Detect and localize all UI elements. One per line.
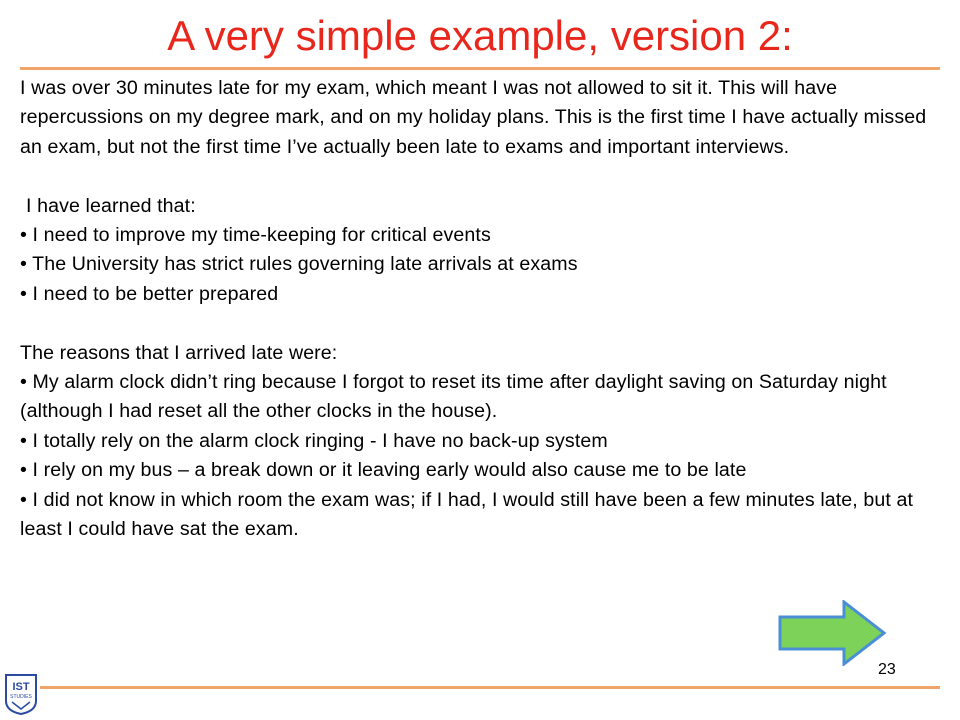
reason-item: • I totally rely on the alarm clock ringing - I have no back-up system [20,427,935,456]
intro-paragraph: I was over 30 minutes late for my exam, which meant I was not allowed to sit it. This will have repercussions on my degree mark, and on my holiday plans. This is the first time I have actually missed an exam, but not the first time I’ve actually been late to exams and important interviews. [20,77,927,158]
reason-item: • I did not know in which room the exam was; if I had, I would still have been a few minutes late, but at least I could have sat the exam. [20,486,935,545]
learned-heading: I have learned that: [26,194,196,217]
reasons-list [20,368,935,544]
learned-item: • I need to improve my time-keeping for critical events [20,221,935,250]
slide-body [20,74,935,544]
spacer [20,162,935,191]
logo-subtext: STUDIES [10,694,32,700]
slide-title: A very simple example, version 2: [167,12,793,59]
spacer [20,309,935,338]
reason-item: • I rely on my bus – a break down or it leaving early would also cause me to be late [20,456,935,485]
page-number: 23 [878,661,896,678]
learned-list [20,221,935,309]
learned-item: • I need to be better prepared [20,280,935,309]
ist-studies-logo [4,673,38,715]
title-divider [20,67,940,70]
reason-item: • My alarm clock didn’t ring because I forgot to reset its time after daylight saving on Saturday night (although I had reset all the other clocks in the house). [20,368,935,427]
logo-text: IST [12,681,30,693]
reasons-heading: The reasons that I arrived late were: [20,341,338,364]
footer-divider [40,686,940,689]
learned-item: • The University has strict rules governing late arrivals at exams [20,250,935,279]
right-arrow-icon[interactable] [778,600,888,666]
